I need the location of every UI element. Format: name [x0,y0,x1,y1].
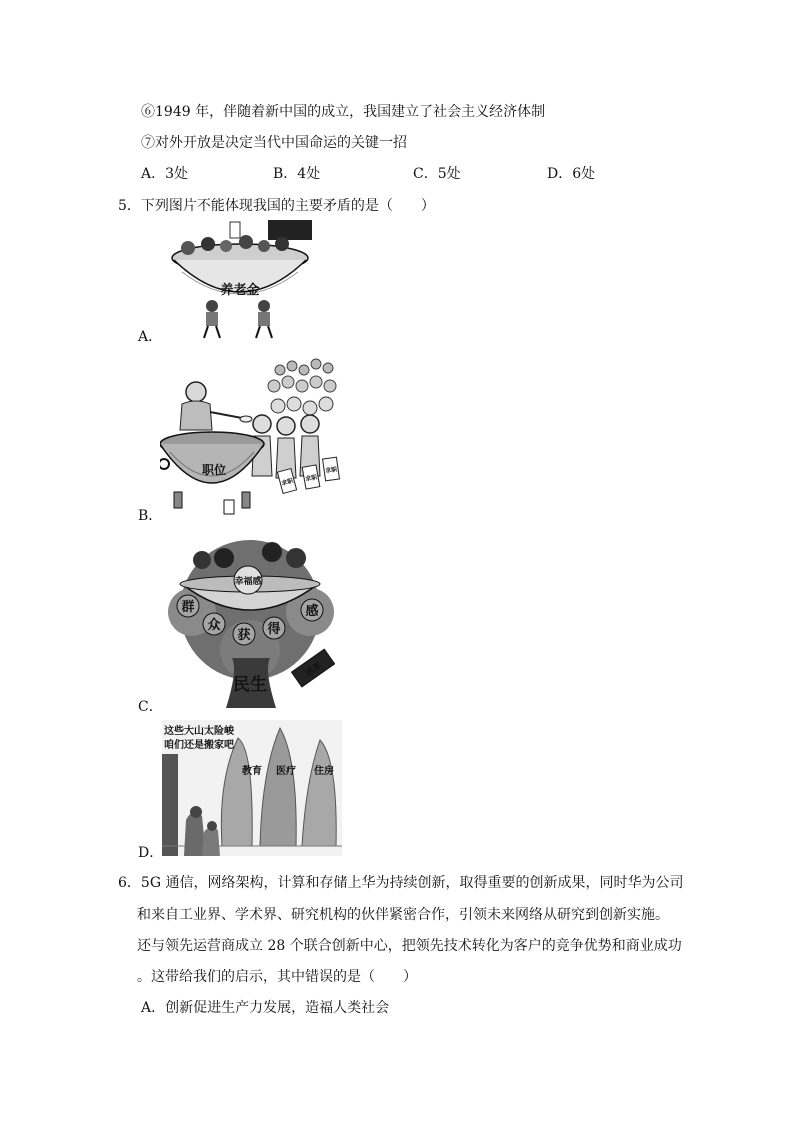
tree-char-2: 众 [207,618,221,633]
mountain-caption-line1: 这些大山太险峻 [164,726,234,737]
q6-stem-line3: 还与领先运营商成立 28 个联合创新中心，把领先技术转化为客户的竞争优势和商业成功 [137,938,682,954]
cartoon-pension-image [168,220,312,340]
mountain-label-education: 教育 [242,766,262,777]
q4-item-7: ⑦对外开放是决定当代中国命运的关键一招 [141,135,407,151]
cartoon-three-mountains-image [162,720,342,856]
tree-trunk-label: 民生 [233,675,267,695]
q4-item-6: ⑥1949 年，伴随着新中国的成立，我国建立了社会主义经济体制 [141,104,546,120]
tree-char-1: 群 [181,600,195,615]
happiness-apple-label: 幸福感 [234,577,262,587]
q4-option-b: B．4处 [273,166,321,182]
mountain-caption-line2: 咱们还是搬家吧 [164,740,234,751]
job-seeker-sign-2: 求职 [304,473,318,483]
tree-char-5: 感 [305,604,319,619]
q4-option-d: D．6处 [547,166,596,182]
q4-option-a: A．3处 [141,166,189,182]
mountain-label-housing: 住房 [314,766,334,777]
job-pot-label: 职位 [201,463,227,477]
cartoon-job-pot-image [160,352,342,520]
q4-option-c: C．5处 [413,166,461,182]
cartoon-livelihood-tree-image [162,540,340,708]
mountain-label-medical: 医疗 [276,766,296,777]
q6-option-a: A．创新促进生产力发展，造福人类社会 [141,1000,390,1016]
job-seeker-sign-1: 求职 [280,477,295,488]
watering-can-label: 改革 [304,660,324,678]
q6-stem-line1: 6．5G 通信，网络架构，计算和存储上华为持续创新，取得重要的创新成果，同时华为公司 [118,875,684,891]
q5-option-a-label: A． [138,329,163,345]
q6-stem-line4: 。这带给我们的启示，其中错误的是（ ） [137,969,417,985]
pension-bowl-label: 养老金 [220,283,260,298]
q5-stem: 5．下列图片不能体现我国的主要矛盾的是（ ） [118,198,435,214]
q5-option-c-label: C． [138,699,163,715]
tree-char-4: 得 [267,622,281,637]
q5-option-b-label: B． [138,508,163,524]
q6-stem-line2: 和来自工业界、学术界、研究机构的伙伴紧密合作，引领未来网络从研究到创新实施。 [137,907,669,923]
job-seeker-sign-3: 求职 [324,466,338,475]
q5-option-d-label: D． [138,845,164,861]
tree-char-3: 获 [237,628,251,643]
